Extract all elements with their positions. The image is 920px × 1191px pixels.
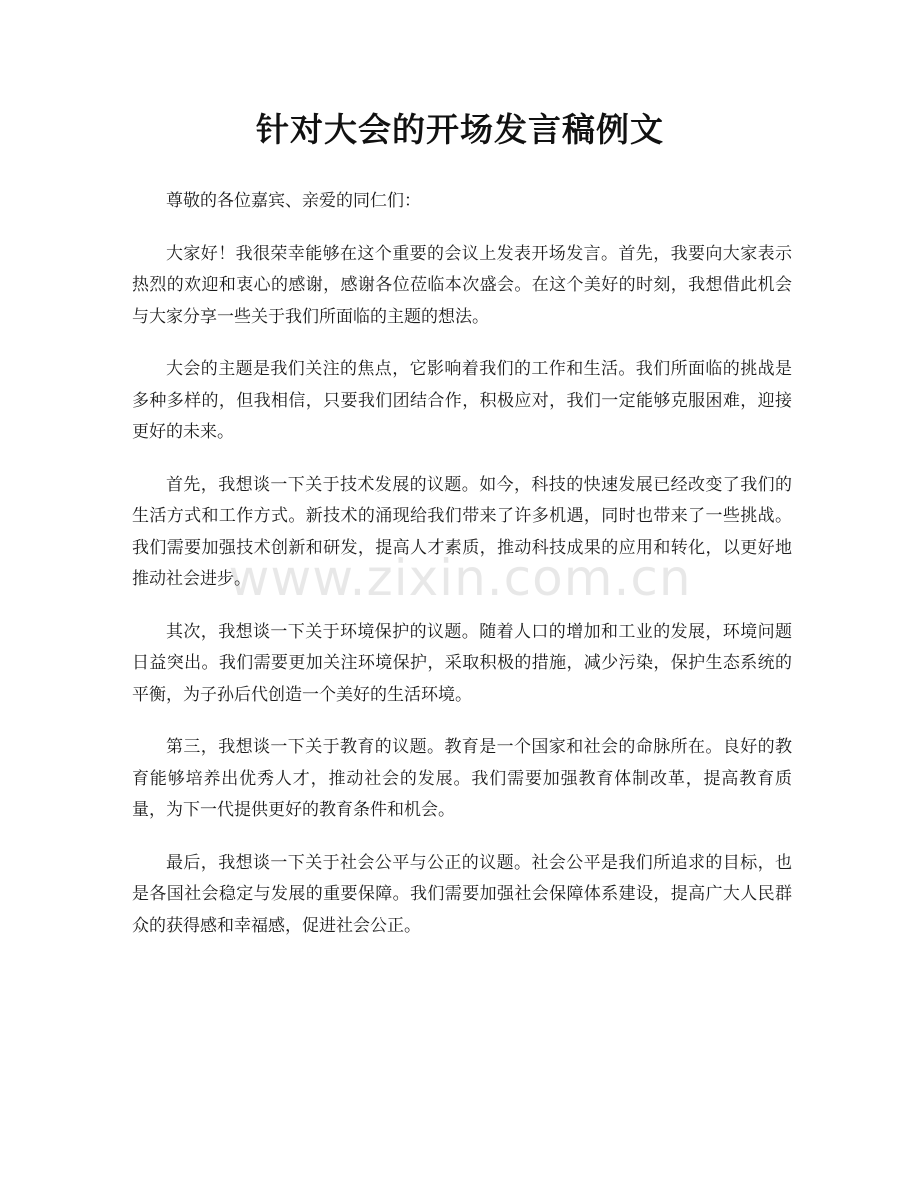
education-paragraph: 第三，我想谈一下关于教育的议题。教育是一个国家和社会的命脉所在。良好的教育能够培养出优秀人才，推动社会的发展。我们需要加强教育体制改革，提高教育质量，为下一代提供更好的教育条件和机会。 [132, 737, 792, 820]
opening-paragraph: 大家好！我很荣幸能够在这个重要的会议上发表开场发言。首先，我要向大家表示热烈的欢迎和衷心的感谢，感谢各位莅临本次盛会。在这个美好的时刻，我想借此机会与大家分享一些关于我们所面临的主题的想法。 [132, 243, 792, 327]
social-fairness-paragraph: 最后，我想谈一下关于社会公平与公正的议题。社会公平是我们所追求的目标，也是各国社会稳定与发展的重要保障。我们需要加强社会保障体系建设，提高广大人民群众的获得感和幸福感，促进社会公正。 [132, 852, 792, 936]
greeting-paragraph: 尊敬的各位嘉宾、亲爱的同仁们： [166, 191, 421, 211]
document-title: 针对大会的开场发言稿例文 [256, 110, 664, 149]
theme-paragraph: 大会的主题是我们关注的焦点，它影响着我们的工作和生活。我们所面临的挑战是多种多样的，但我相信，只要我们团结合作，积极应对，我们一定能够克服困难，迎接更好的未来。 [132, 359, 792, 442]
technology-paragraph: 首先，我想谈一下关于技术发展的议题。如今，科技的快速发展已经改变了我们的生活方式和工作方式。新技术的涌现给我们带来了许多机遇，同时也带来了一些挑战。我们需要加强技术创新和研发，提高人才素质，推动科技成果的应用和转化，以更好地推动社会进步。 [132, 474, 792, 589]
watermark: www.zixin.com.cn [228, 549, 692, 607]
document-body [132, 186, 792, 963]
environment-paragraph: 其次，我想谈一下关于环境保护的议题。随着人口的增加和工业的发展，环境问题日益突出。我们需要更加关注环境保护，采取积极的措施，减少污染，保护生态系统的平衡，为子孙后代创造一个美好的生活环境。 [132, 621, 792, 705]
